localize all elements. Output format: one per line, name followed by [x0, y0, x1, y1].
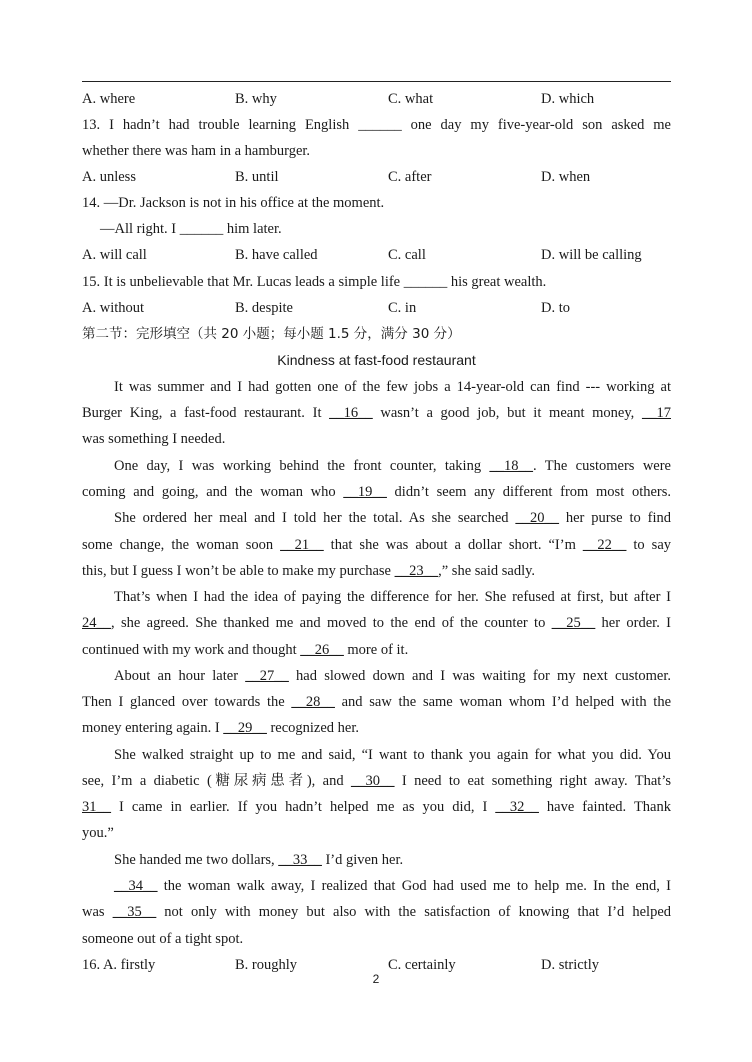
text: About an hour later [114, 668, 246, 684]
p2-line2 [82, 479, 671, 505]
option-b: B. until [235, 169, 279, 185]
option-d: D. strictly [541, 957, 599, 973]
text: ,” she said sadly. [438, 563, 536, 579]
option-c: C. call [388, 247, 426, 263]
option-d: D. which [541, 91, 595, 107]
p6-line4: you.” [82, 825, 114, 841]
option-d: D. to [541, 300, 570, 316]
p5-line3 [82, 715, 671, 741]
p8-line2 [82, 899, 671, 925]
q14-options [82, 242, 671, 268]
blank-25: __25__ [551, 615, 596, 631]
blank-24: 24__ [82, 615, 111, 631]
blank-26: __26__ [300, 642, 344, 658]
option-a: 16. A. firstly [82, 957, 156, 973]
blank-30: __30__ [350, 773, 395, 789]
p6-line1: She walked straight up to me and said, “I want to thank you again for what you did. You [114, 747, 671, 763]
blank-34: __34__ [114, 878, 158, 894]
option-c: C. certainly [388, 957, 456, 973]
q13-options [82, 164, 671, 190]
text: wasn’t a good job, but it meant money, [372, 405, 642, 421]
p7-line1 [82, 847, 671, 873]
text: that she was about a dollar short. “I’m [323, 537, 583, 553]
text: her order. I [595, 615, 671, 631]
p6-line3 [82, 794, 671, 820]
text: not only with money but also with the satisfaction of knowing that I’d helped [156, 904, 672, 920]
section-heading: 第二节：完形填空（共 20 小题；每小题 1.5 分，满分 30 分） [82, 326, 461, 342]
q13-stem-line2: whether there was ham in a hamburger. [82, 143, 311, 159]
text: She handed me two dollars, [114, 852, 279, 868]
q12-options [82, 86, 671, 112]
p3-line1 [82, 505, 671, 531]
p1-line3: was something I needed. [82, 431, 226, 447]
option-b: B. despite [235, 300, 293, 316]
blank-29: __29__ [223, 720, 267, 736]
option-c: C. what [388, 91, 434, 107]
q15-stem: 15. It is unbelievable that Mr. Lucas leads a simple life ______ his great wealth. [82, 274, 547, 290]
option-a: A. unless [82, 169, 136, 185]
text: Burger King, a fast-food restaurant. It [82, 405, 330, 421]
text: have fainted. Thank [538, 799, 671, 815]
p1-line2 [82, 400, 671, 426]
q15-options [82, 295, 671, 321]
p8-line3: someone out of a tight spot. [82, 931, 244, 947]
p6-line2 [82, 768, 671, 794]
p5-line2 [82, 689, 671, 715]
blank-18: __18__ [489, 458, 533, 474]
blank-22: __22__ [582, 537, 627, 553]
blank-33: __33__ [278, 852, 322, 868]
text: had slowed down and I was waiting for my next customer. [288, 668, 671, 684]
option-b: B. have called [235, 247, 318, 263]
q14-stem-line1: 14. —Dr. Jackson is not in his office at the moment. [82, 195, 385, 211]
blank-19: __19__ [343, 484, 387, 500]
text: to say [626, 537, 672, 553]
text: I’d given her. [321, 852, 404, 868]
text: the woman walk away, I realized that God had used me to help me. In the end, I [157, 878, 671, 894]
text: some change, the woman soon [82, 537, 281, 553]
text: , she agreed. She thanked me and moved to the end of the counter to [111, 615, 552, 631]
blank-28: __28__ [291, 694, 335, 710]
text: . The customers were [532, 458, 671, 474]
p1-line1: It was summer and I had gotten one of the few jobs a 14-year-old can find --- working at [114, 379, 671, 395]
p4-line3 [82, 637, 671, 663]
text: more of it. [343, 642, 409, 658]
blank-32: __32__ [495, 799, 539, 815]
text: Then I glanced over towards the [82, 694, 292, 710]
blank-20: __20__ [515, 510, 559, 526]
option-b: B. roughly [235, 957, 298, 973]
blank-31: 31__ [82, 799, 111, 815]
text: and saw the same woman whom I’d helped with the [334, 694, 672, 710]
blank-27: __27__ [245, 668, 289, 684]
p4-line1: That’s when I had the idea of paying the difference for her. She refused at first, but after I [114, 589, 671, 605]
text: I came in earlier. If you hadn’t helped me as you did, I [111, 799, 496, 815]
option-a: A. will call [82, 247, 147, 263]
option-c: C. in [388, 300, 417, 316]
header-rule [82, 81, 671, 82]
blank-17: __17 [642, 405, 671, 421]
text: was [82, 904, 113, 920]
text: recognized her. [266, 720, 360, 736]
p3-line2 [82, 532, 671, 558]
option-c: C. after [388, 169, 432, 185]
page-number: 2 [372, 972, 380, 986]
text: She ordered her meal and I told her the total. As she searched [114, 510, 516, 526]
text: didn’t seem any different from most others. [386, 484, 671, 500]
blank-35: __35__ [112, 904, 157, 920]
q14-stem-line2: —All right. I ______ him later. [100, 221, 282, 237]
text: see, I’m a diabetic (糖尿病患者), and [82, 773, 351, 789]
text: her purse to find [558, 510, 672, 526]
text: money entering again. I [82, 720, 224, 736]
text: One day, I was working behind the front counter, taking [114, 458, 490, 474]
text: this, but I guess I won’t be able to make my purchase [82, 563, 395, 579]
option-d: D. will be calling [541, 247, 642, 263]
option-b: B. why [235, 91, 277, 107]
blank-23: __23__ [394, 563, 439, 579]
option-d: D. when [541, 169, 591, 185]
p3-line3 [82, 558, 671, 584]
p4-line2 [82, 610, 671, 636]
p5-line1 [82, 663, 671, 689]
passage-title: Kindness at fast-food restaurant [277, 352, 476, 368]
p2-line1 [82, 453, 671, 479]
q13-stem-line1: 13. I hadn’t had trouble learning English ______ one day my five-year-old son asked me [82, 117, 671, 133]
option-a: A. where [82, 91, 136, 107]
blank-21: __21__ [280, 537, 324, 553]
text: coming and going, and the woman who [82, 484, 344, 500]
text: continued with my work and thought [82, 642, 301, 658]
text: I need to eat something right away. That’s [394, 773, 671, 789]
blank-16: __16__ [329, 405, 373, 421]
option-a: A. without [82, 300, 145, 316]
p8-line1 [82, 873, 671, 899]
